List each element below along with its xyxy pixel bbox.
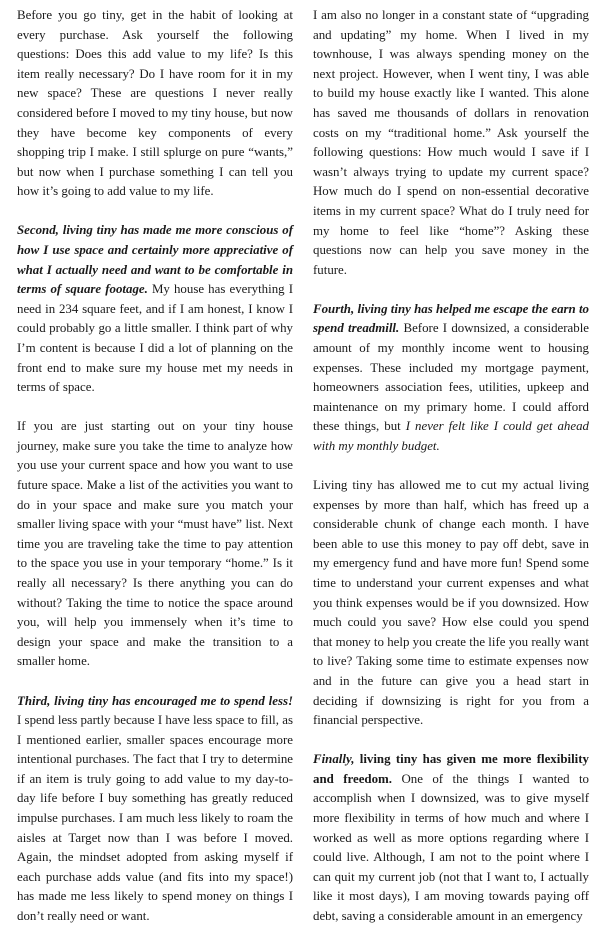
paragraph-upgrading <box>313 6 589 280</box>
paragraph-text: Living tiny has allowed me to cut my actual living expenses by more than half, which has freed up a considerable chunk of change each month. I have been able to use this money to pay off debt, save in my emergency fund and have more fun! Spend some time to understand your current expenses and what you think expenses would be if you downsized. How much could you save? How else could you spend that money to help you create the life you really want to live? Taking some time to estimate expenses now and in the future can give you a head start in deciding if downsizing is right for you from a financial perspective. <box>313 478 589 728</box>
paragraph-finally-point <box>313 750 589 926</box>
paragraph-text: Before I downsized, a considerable amount of my monthly income went to housing expenses. These included my mortgage payment, homeowners association fees, utilities, upkeep and maintenance on my primary home. I could afford these things, but <box>313 321 589 434</box>
paragraph-text: I spend less partly because I have less space to fill, as I mentioned earlier, smaller spaces encourage more intentional purchases. The fact that I try to determine if an item is truly going to add value to my day-to-day life before I buy something has greatly reduced impulse purchases. I am much less likely to roam the aisles at Target now than I was before I moved. Again, the mindset adopted from asking myself if each purchase adds value (and fits into my space!) has made me less likely to spend money on things I don’t really need or want. <box>17 713 293 924</box>
third-point-heading: Third, living tiny has encouraged me to spend less! <box>17 693 293 708</box>
paragraph-second-point <box>17 221 293 397</box>
paragraph-text: I am also no longer in a constant state of “upgrading and updating” my home. When I lived in my townhouse, I was always spending money on the next project. However, when I went tiny, I was able to build my house exactly like I wanted. This alone has saved me thousands of dollars in renovation costs on my “traditional home.” Ask yourself the following questions: How much would I save if I wasn’t always trying to update my current space? How much do I spend on non-essential decorative items in my current space? What do I truly need for my home to feel like “home”? Asking these questions now can help you save money in the future. <box>313 8 589 277</box>
finally-heading: living tiny has given me more flexibility and freedom. <box>313 752 589 786</box>
paragraph-fourth-point <box>313 300 589 457</box>
paragraph-third-point <box>17 692 293 927</box>
paragraph-text: If you are just starting out on your tiny house journey, make sure you take the time to analyze how you use your current space and how you want to use future space. Make a list of the activities you want to do in your space and make sure you match your smaller living space with your “must have” list. Next time you are traveling take the time to pay attention to the space you use in your temporary “home.” Is it really all necessary? Is there anything you can do without? Taking the time to notice the space around you, will help you immensely when it’s time to design your space and make the transition to a smaller home. <box>17 419 293 669</box>
fourth-point-heading: Fourth, living tiny has helped me escape the earn to spend treadmill. <box>313 301 589 336</box>
paragraph-text: One of the things I wanted to accomplish when I downsized, was to give myself more flexibility in terms of how much and where I worked as well as more options regarding where I could live. Although, I am not to the point where I can quit my current job (not that I want to, I actually like it most days), I am moving towards paying off debt, saving a considerable amount in an emergency <box>313 771 589 924</box>
left-column <box>17 6 293 927</box>
paragraph-italic-text: I never felt like I could get ahead with my monthly budget. <box>313 419 589 453</box>
paragraph-analyze-space <box>17 417 293 672</box>
right-column <box>313 6 589 927</box>
second-point-heading: Second, living tiny has made me more conscious of how I use space and certainly more appreciative of what I actually need and want to be comfortable in terms of square footage. <box>17 223 293 297</box>
finally-heading-word: Finally, <box>313 752 355 767</box>
paragraph-text: My house has everything I need in 234 square feet, and if I am honest, I know I could probably go a little smaller. I think part of why I’m content is because I did a lot of planning on the front end to make sure my house met my needs in terms of space. <box>17 282 293 395</box>
paragraph-living-expenses <box>313 476 589 731</box>
paragraph-purchase-habits <box>17 6 293 202</box>
paragraph-text: Before you go tiny, get in the habit of looking at every purchase. Ask yourself the following questions: Does this add value to my life? Is this item really necessary? Do I have room for it in my new space? These are questions I never really considered before I moved to my tiny house, but now they have become key components of every shopping trip I make. I still splurge on pure “wants,” but now when I purchase something I can tell you how it’s going to add value to my life. <box>17 8 293 199</box>
